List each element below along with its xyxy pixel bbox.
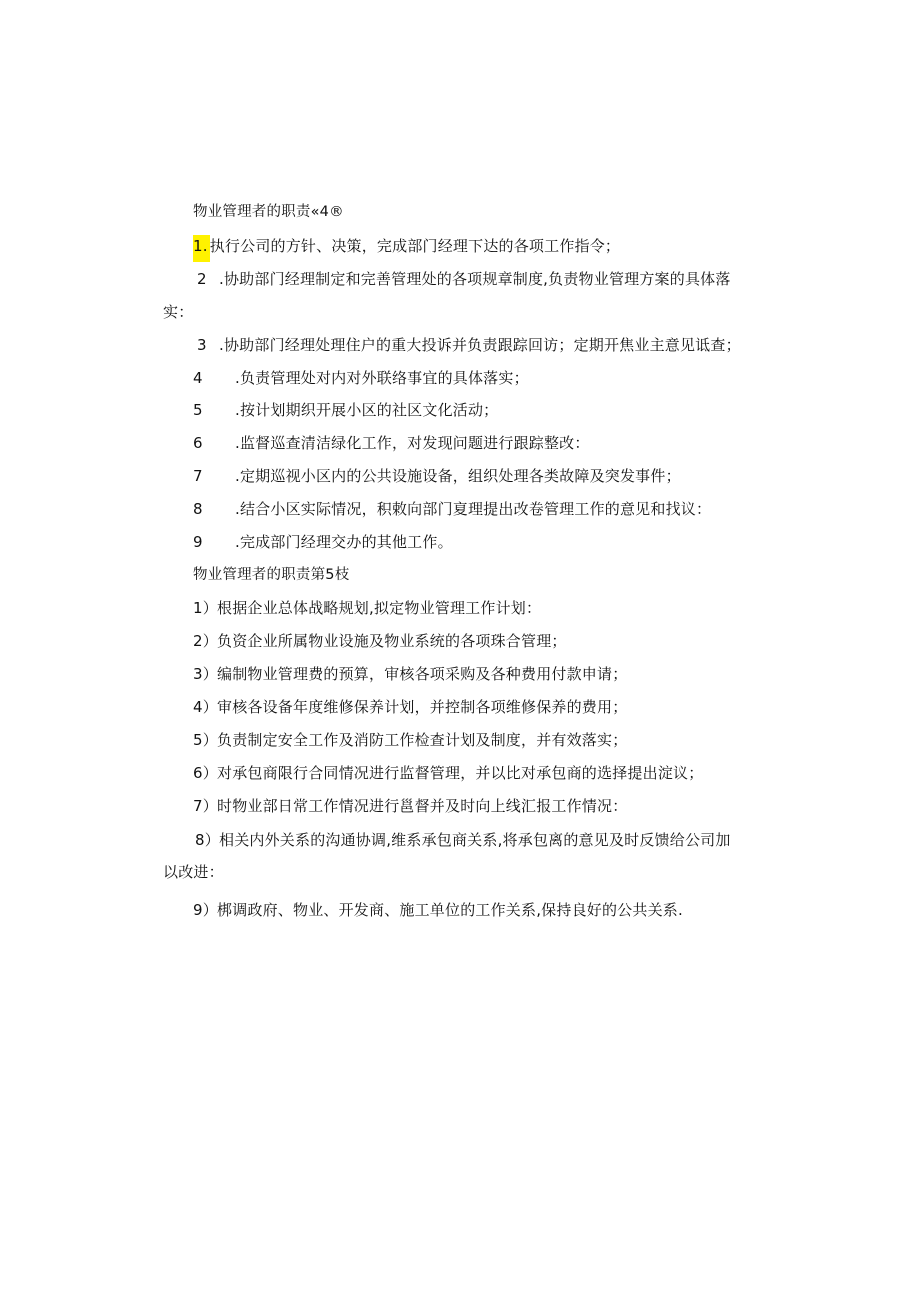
s1-item-4 — [193, 368, 529, 388]
s2-item-5-text: 负责制定安全工作及消防工作检查计划及制度，并有效落实； — [217, 731, 628, 749]
s2-item-1-num: 1） — [193, 599, 218, 617]
s1-item-1 — [193, 235, 620, 262]
s2-item-2-num: 2） — [193, 632, 218, 650]
s1-item-2-continuation: 实： — [163, 303, 194, 321]
s2-item-6-text: 对承包商限行合同情况进行监督管理，并以比对承包商的选择提出淀议； — [217, 764, 704, 782]
s1-item-6-text: .监督巡查清洁绿化工作，对发现问题进行跟踪整改： — [235, 434, 590, 452]
s2-item-7-text: 时物业部日常工作情况进行邕督并及时向上线汇报工作情况： — [217, 797, 628, 815]
s1-item-2-num: 2 — [197, 270, 207, 288]
s2-item-6-num: 6） — [193, 764, 218, 782]
s1-item-8-text: .结合小区实际情况，积敕向部门㚆理提出改卷管理工作的意见和找议： — [235, 500, 712, 518]
s1-item-1-text: 执行公司的方针、决策，完成部门经理下达的各项工作指令； — [209, 237, 621, 255]
s2-item-3-text: 编制物业管理费的预算，审核各项采购及各种费用付款申请； — [217, 665, 628, 683]
s2-item-8 — [195, 830, 731, 850]
s2-item-4-num: 4） — [193, 698, 218, 716]
s1-item-7 — [193, 466, 681, 486]
s2-item-8-text: 相关内外关系的沟通协调,维系承包商关系,将承包离的意见及时反馈给公司加 — [219, 831, 731, 849]
s2-item-1 — [193, 598, 541, 618]
s2-item-8-continuation: 以改进： — [163, 863, 224, 881]
s2-item-3-num: 3） — [193, 665, 218, 683]
s2-item-2 — [193, 631, 567, 651]
s2-item-5 — [193, 730, 627, 750]
s2-item-9 — [193, 900, 683, 920]
section1-title: 物业管理者的职责«4® — [193, 204, 344, 220]
s1-item-5-text: .按计划期织开展小区的社区文化活动； — [235, 401, 499, 419]
s1-item-2 — [197, 269, 731, 289]
s1-item-3 — [197, 335, 741, 355]
s1-item-9 — [193, 532, 453, 552]
s1-item-4-text: .负责管理处对内对外联络事宜的具体落实； — [235, 369, 529, 387]
s2-item-9-text: 梆调政府、物业、开发商、施工单位的工作关系,保持良好的公共关系. — [217, 901, 683, 919]
s1-item-9-text: .完成部门经理交办的其他工作。 — [235, 533, 453, 551]
s2-item-3 — [193, 664, 627, 684]
s1-item-2-text: .协助部门经理制定和完善管理处的各项规章制度,负责物业管理方案的具体落 — [219, 270, 731, 288]
s2-item-2-text: 负资企业所属物业设施及物业系统的各项珠合管理； — [217, 632, 567, 650]
s1-item-3-num: 3 — [197, 336, 207, 354]
section2-title: 物业管理者的职责第5枝 — [193, 567, 350, 583]
s1-item-7-text: .定期巡视小区内的公共设施设备，组织处理各类故障及突发事件； — [235, 467, 681, 485]
s1-item-6 — [193, 433, 590, 453]
s1-item-4-num: 4 — [193, 369, 203, 387]
s1-item-8 — [193, 499, 711, 519]
s1-item-7-num: 7 — [193, 467, 203, 485]
s1-item-3-text: .协助部门经理处理住户的重大投诉并负责跟踪回访；定期开焦业主意见诋查； — [219, 336, 741, 354]
s2-item-4-text: 审核各设备年度维修保养计划，并控制各项维修保养的费用； — [217, 698, 628, 716]
s2-item-7 — [193, 796, 627, 816]
s2-item-9-num: 9） — [193, 901, 218, 919]
s1-item-1-num: 1. — [193, 235, 210, 262]
s1-item-5-num: 5 — [193, 401, 203, 419]
s1-item-5 — [193, 400, 498, 420]
s2-item-5-num: 5） — [193, 731, 218, 749]
s2-item-8-num: 8） — [195, 831, 220, 849]
s1-item-8-num: 8 — [193, 500, 203, 518]
s2-item-7-num: 7） — [193, 797, 218, 815]
s2-item-6 — [193, 763, 703, 783]
s1-item-9-num: 9 — [193, 533, 203, 551]
s2-item-4 — [193, 697, 627, 717]
s1-item-6-num: 6 — [193, 434, 203, 452]
s2-item-1-text: 根据企业总体战略规划,拟定物业管理工作计划： — [217, 599, 542, 617]
